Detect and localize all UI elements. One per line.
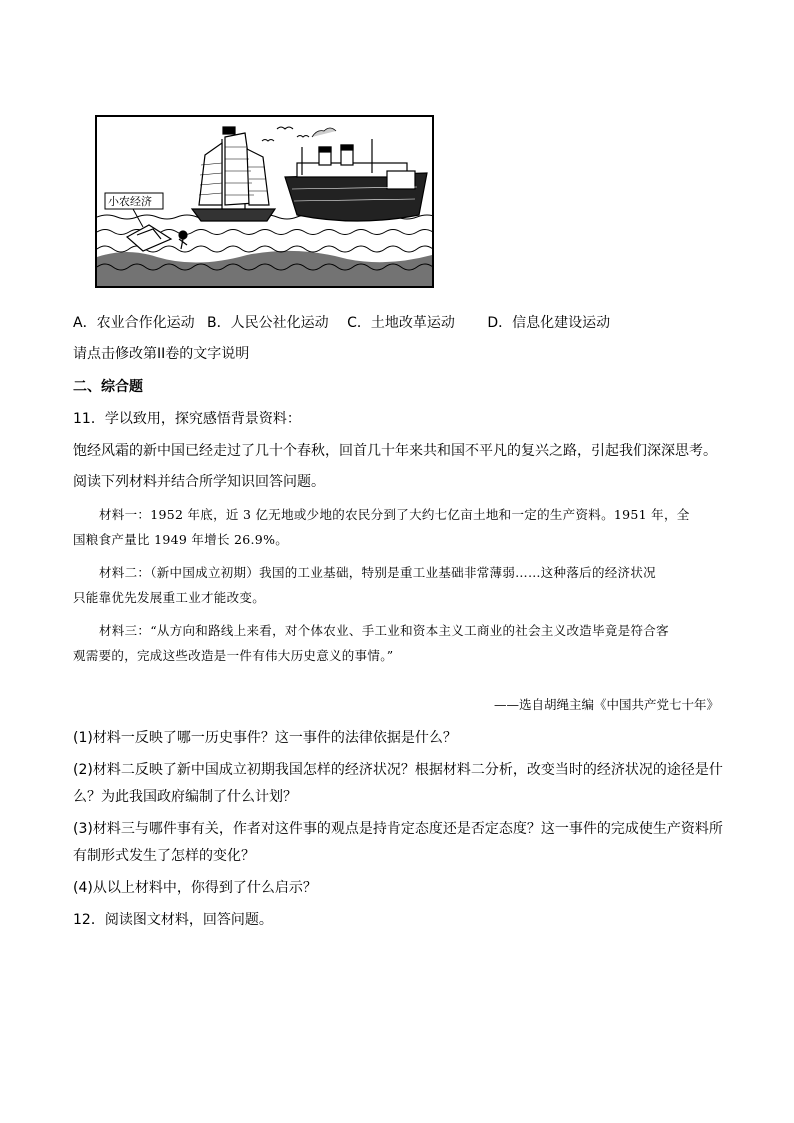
q11-subquestions: [73, 725, 723, 934]
q11-intro-1: 饱经风霜的新中国已经走过了几十个春秋，回首几十年来共和国不平凡的复兴之路，引起我们深深思考。: [73, 443, 717, 459]
sub-question-4: (4)从以上材料中，你得到了什么启示？: [73, 880, 317, 896]
sub-question-2-line-2: 么？为此我国政府编制了什么计划？: [73, 789, 297, 805]
option-b[interactable]: B．人民公社化运动: [207, 315, 329, 331]
sub-question-1: (1)材料一反映了哪一历史事件？这一事件的法律依据是什么？: [73, 730, 457, 746]
option-c[interactable]: C．土地改革运动: [347, 315, 455, 331]
material-1-line-2: 国粮食产量比 1949 年增长 26.9%。: [73, 532, 289, 547]
q11-intro-2: 阅读下列材料并结合所学知识回答问题。: [73, 474, 325, 490]
material-block: [73, 502, 723, 668]
answer-options: [73, 314, 610, 332]
cartoon-label: 小农经济: [108, 195, 152, 208]
material-2-line-2: 只能靠优先发展重工业才能改变。: [73, 590, 266, 605]
sub-question-3-line-1: (3)材料三与哪件事有关，作者对这件事的观点是持肯定态度还是否定态度？这一事件的完成使生产资料所: [73, 821, 723, 837]
material-2-line-1: 材料二：（新中国成立初期）我国的工业基础，特别是重工业基础非常薄弱……这种落后的经济状况: [99, 565, 656, 580]
q12-stem: 12．阅读图文材料，回答问题。: [73, 912, 273, 928]
material-3-line-2: 观需要的，完成这些改造是一件有伟大历史意义的事情。”: [73, 648, 394, 663]
option-d[interactable]: D．信息化建设运动: [487, 315, 611, 331]
material-3-line-1: 材料三：“从方向和路线上来看，对个体农业、手工业和资本主义工商业的社会主义改造毕竟是符合客: [99, 623, 669, 638]
material-source: ——选自胡绳主编《中国共产党七十年》: [493, 697, 719, 712]
material-1-line-1: 材料一：1952 年底，近 3 亿无地或少地的农民分到了大约七亿亩土地和一定的生产资料。1951 年，全: [99, 507, 690, 522]
sub-question-2-line-1: (2)材料二反映了新中国成立初期我国怎样的经济状况？根据材料二分析，改变当时的经济状况的途径是什: [73, 762, 723, 778]
option-a[interactable]: A．农业合作化运动: [73, 315, 195, 331]
sub-question-3-line-2: 有制形式发生了怎样的变化？: [73, 848, 255, 864]
q11-stem: 11．学以致用，探究感悟背景资料：: [73, 411, 301, 427]
section-note: 请点击修改第II卷的文字说明: [73, 346, 250, 362]
section-title: 二、综合题: [73, 379, 143, 395]
cartoon-illustration: [95, 115, 434, 288]
